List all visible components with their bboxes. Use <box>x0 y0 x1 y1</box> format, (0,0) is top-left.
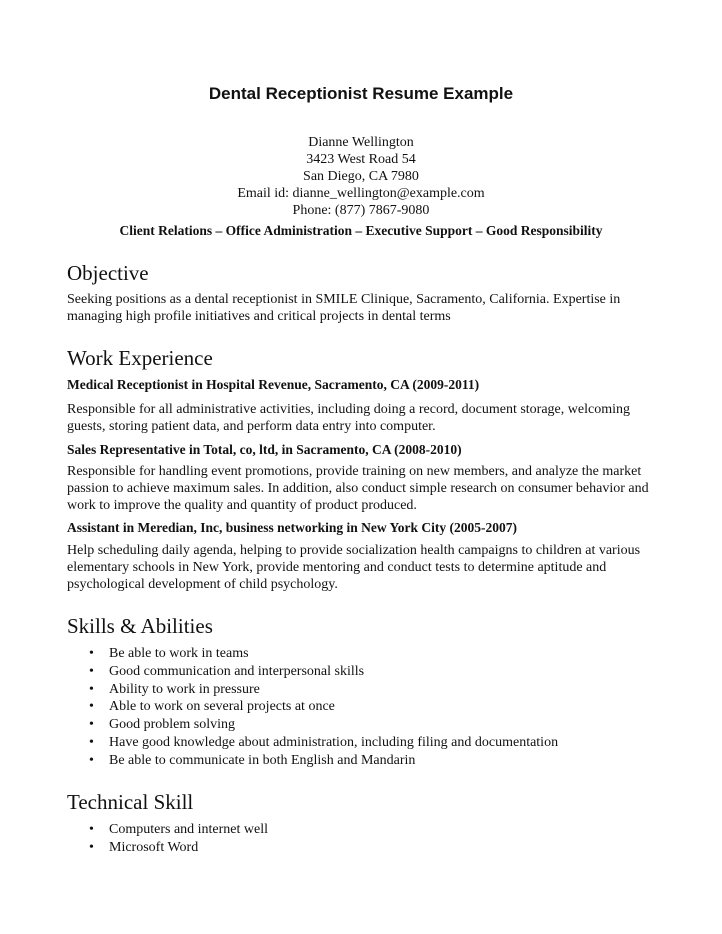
list-item <box>67 663 558 681</box>
list-item <box>67 734 558 752</box>
bullet-icon: • <box>89 752 94 768</box>
contact-email: Email id: dianne_wellington@example.com <box>237 186 485 201</box>
job-description: Responsible for all administrative activities, including doing a record, document storage, welcoming guests, storing patient data, and perform data entry into computer. <box>67 402 630 434</box>
list-item <box>67 716 558 734</box>
objective-text: Seeking positions as a dental receptionist in SMILE Clinique, Sacramento, California. Expertise in managing high profile initiatives and critical projects in dental terms <box>67 292 621 324</box>
job-title: Sales Representative in Total, co, ltd, in Sacramento, CA (2008-2010) <box>67 442 462 457</box>
skill-text: Be able to work in teams <box>109 646 249 661</box>
list-item <box>67 821 268 839</box>
skill-text: Be able to communicate in both English and Mandarin <box>109 752 416 768</box>
bullet-icon: • <box>89 646 94 661</box>
skill-text: Good problem solving <box>109 717 235 733</box>
list-item <box>67 681 558 699</box>
skill-text: Able to work on several projects at once <box>109 699 335 715</box>
technical-skill-list <box>67 821 268 857</box>
list-item <box>67 698 558 716</box>
contact-name: Dianne Wellington <box>308 135 414 150</box>
technical-skill-heading: Technical Skill <box>67 790 194 814</box>
contact-phone: Phone: (877) 7867-9080 <box>292 203 430 218</box>
list-item <box>67 752 558 770</box>
contact-city: San Diego, CA 7980 <box>303 169 419 184</box>
technical-skill-text: Microsoft Word <box>109 839 199 855</box>
document-title: Dental Receptionist Resume Example <box>208 84 514 103</box>
list-item <box>67 645 558 663</box>
contact-block <box>0 134 722 219</box>
bullet-icon: • <box>89 822 94 837</box>
skill-text: Ability to work in pressure <box>109 681 260 697</box>
bullet-icon: • <box>89 663 94 679</box>
tagline: Client Relations – Office Administration – Executive Support – Good Responsibility <box>119 223 603 238</box>
bullet-icon: • <box>89 681 94 697</box>
job-description: Responsible for handling event promotions, provide training on new members, and analyze the market passion to achieve maximum sales. In addition, also conduct simple research on consumer behavior and work to improve the quality and quantity of product produced. <box>67 464 649 513</box>
bullet-icon: • <box>89 717 94 733</box>
skill-text: Have good knowledge about administration, including filing and documentation <box>109 734 559 750</box>
bullet-icon: • <box>89 734 94 750</box>
job-title: Assistant in Meredian, Inc, business networking in New York City (2005-2007) <box>67 520 518 535</box>
skills-list <box>67 645 558 770</box>
skill-text: Good communication and interpersonal skills <box>109 663 365 679</box>
work-experience-heading: Work Experience <box>67 346 213 370</box>
list-item <box>67 839 268 857</box>
bullet-icon: • <box>89 839 94 855</box>
objective-heading: Objective <box>67 261 149 285</box>
job-title: Medical Receptionist in Hospital Revenue, Sacramento, CA (2009-2011) <box>67 377 480 392</box>
bullet-icon: • <box>89 699 94 715</box>
job-description: Help scheduling daily agenda, helping to provide socialization health campaigns to children at various elementary schools in New York, provide mentoring and conduct tests to determine aptitude and psychological development of child psychology. <box>67 543 641 592</box>
technical-skill-text: Computers and internet well <box>109 822 269 837</box>
skills-heading: Skills & Abilities <box>67 614 213 638</box>
contact-address: 3423 West Road 54 <box>306 152 416 167</box>
